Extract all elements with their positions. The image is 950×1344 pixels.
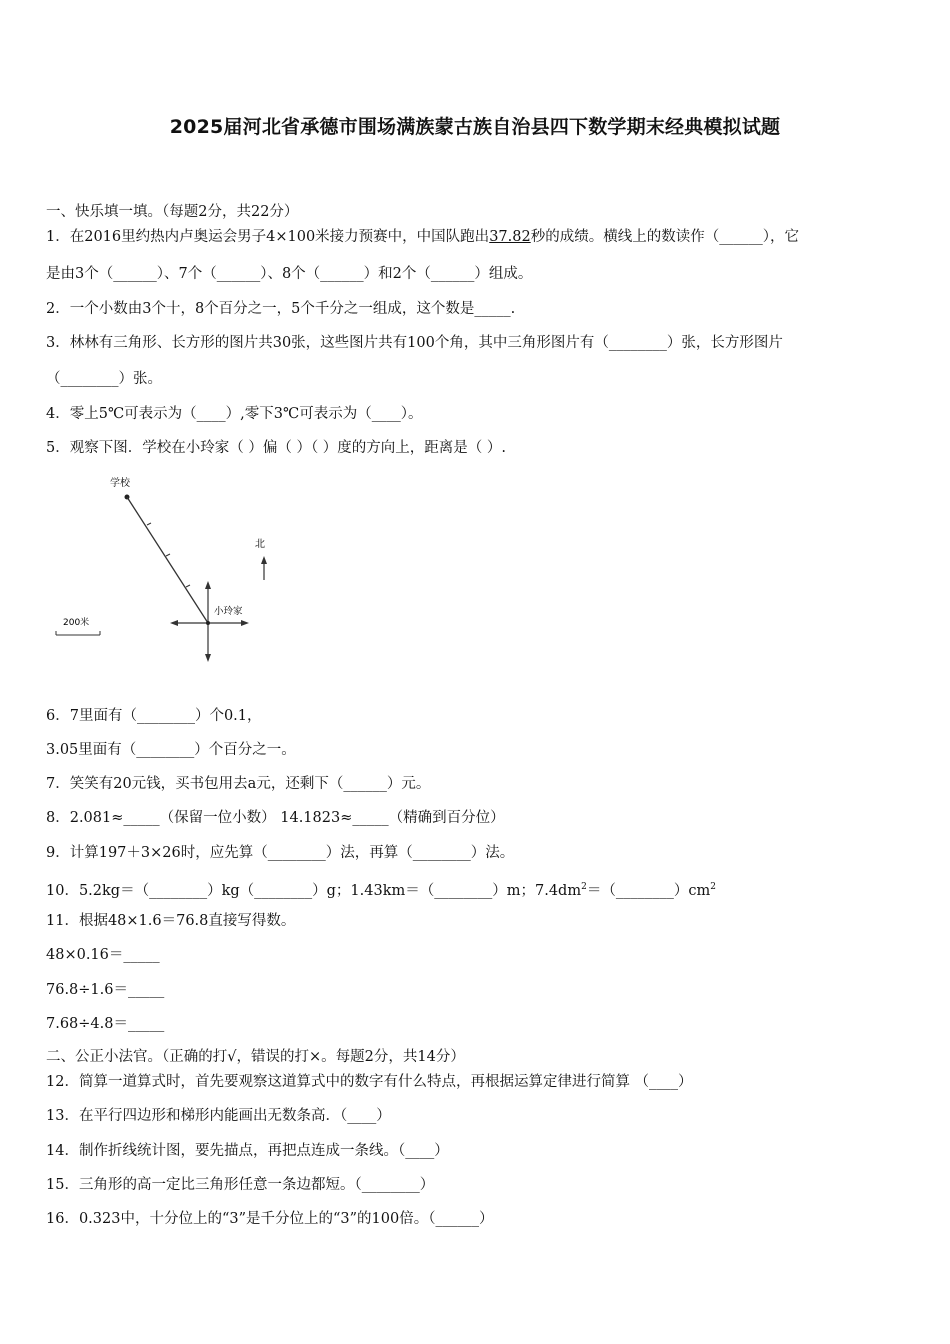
tick-mark — [186, 585, 190, 587]
question-1-line-2: 是由3个（______）、7个（______）、8个（______）和2个（______）组成。 — [46, 266, 533, 282]
question-10 — [46, 877, 716, 901]
question-1-text-end: 秒的成绩。横线上的数读作（______），它 — [530, 229, 799, 245]
question-16: 16．0.323中，十分位上的“3”是千分位上的“3”的100倍。（______） — [46, 1211, 494, 1227]
arrow-up — [205, 581, 211, 589]
question-3-line-2: （________）张。 — [46, 371, 162, 387]
north-arrowhead — [261, 556, 267, 564]
direction-diagram — [50, 472, 310, 667]
question-11-c: 7.68÷4.8＝_____ — [46, 1016, 165, 1032]
question-6-line-2: 3.05里面有（________）个百分之一。 — [46, 742, 296, 758]
section-heading-2: 二、公正小法官。（正确的打√，错误的打×。每题2分，共14分） — [46, 1049, 465, 1065]
question-10-text-end: ＝（________）cm — [586, 882, 711, 899]
arrow-left — [170, 620, 178, 626]
scale-label: 200米 — [63, 618, 90, 628]
tick-mark — [166, 554, 170, 556]
question-13: 13．在平行四边形和梯形内能画出无数条高．（____） — [46, 1108, 391, 1124]
superscript: 2 — [710, 882, 716, 892]
page-title: 2025届河北省承德市围场满族蒙古族自治县四下数学期末经典模拟试题 — [169, 116, 781, 138]
question-11: 11．根据48×1.6＝76.8直接写得数。 — [46, 913, 296, 929]
question-5: 5．观察下图．学校在小玲家（ ）偏（ ）（ ）度的方向上，距离是（ ）. — [46, 440, 507, 456]
question-4: 4．零上5℃可表示为（____）,零下3℃可表示为（____）。 — [46, 406, 423, 422]
home-point — [206, 621, 210, 625]
question-14: 14．制作折线统计图，要先描点，再把点连成一条线。（____） — [46, 1143, 449, 1159]
question-15: 15．三角形的高一定比三角形任意一条边都短。（________） — [46, 1177, 435, 1193]
question-1-line-1 — [46, 227, 799, 247]
tick-mark — [147, 523, 151, 525]
question-9: 9．计算197＋3×26时，应先算（________）法，再算（________）法。 — [46, 845, 515, 861]
question-3-line-1: 3．林林有三角形、长方形的图片共30张，这些图片共有100个角，其中三角形图片有（________）张，长方形图片 — [46, 335, 783, 351]
question-10-text: 10．5.2kg＝（________）kg（________）g；1.43km＝（________）m；7.4dm — [46, 882, 582, 899]
question-6-line-1: 6．7里面有（________）个0.1， — [46, 708, 262, 724]
question-8: 8．2.081≈_____（保留一位小数） 14.1823≈_____（精确到百分位） — [46, 810, 505, 826]
school-label: 学校 — [110, 478, 130, 489]
question-1-text: 1．在2016里约热内卢奥运会男子4×100米接力预赛中，中国队跑出 — [46, 229, 490, 245]
question-11-b: 76.8÷1.6＝_____ — [46, 982, 165, 998]
north-label: 北 — [255, 539, 265, 550]
arrow-down — [205, 654, 211, 662]
superscript: 2 — [581, 882, 587, 892]
question-1-number: 37.82 — [489, 229, 531, 245]
school-line — [127, 497, 208, 623]
home-label: 小玲家 — [214, 606, 243, 617]
arrow-right — [241, 620, 249, 626]
question-7: 7．笑笑有20元钱，买书包用去a元，还剩下（______）元。 — [46, 776, 431, 792]
section-heading-1: 一、快乐填一填。（每题2分，共22分） — [46, 204, 299, 220]
question-11-a: 48×0.16＝_____ — [46, 947, 160, 963]
question-2: 2．一个小数由3个十，8个百分之一，5个千分之一组成，这个数是_____. — [46, 301, 516, 317]
question-12: 12．简算一道算式时，首先要观察这道算式中的数字有什么特点，再根据运算定律进行简算 （____） — [46, 1074, 693, 1090]
